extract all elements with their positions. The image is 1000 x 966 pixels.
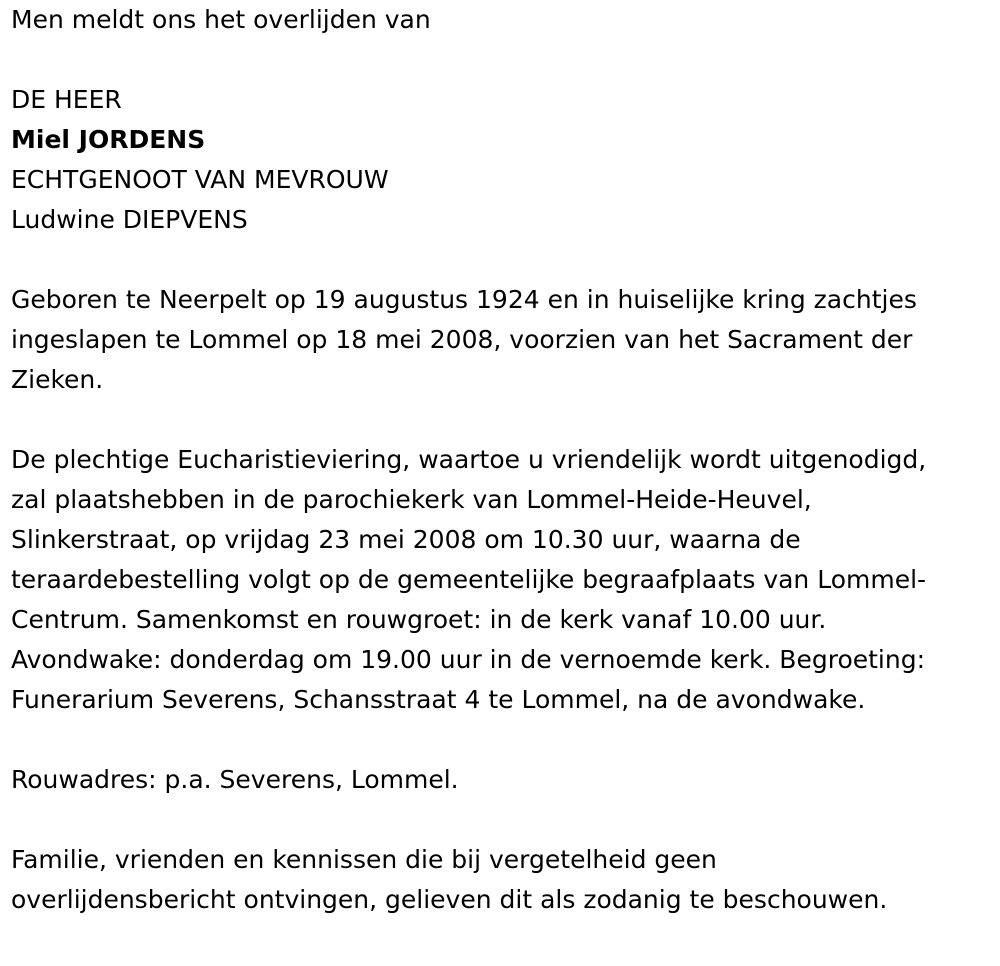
intro-text: Men meldt ons het overlijden van (11, 5, 431, 34)
paragraph-line: Zieken. (11, 365, 104, 394)
spacer (11, 40, 996, 80)
mourning-address: Rouwadres: p.a. Severens, Lommel. (11, 765, 459, 794)
birth-death-paragraph (11, 280, 996, 400)
paragraph-line: Centrum. Samenkomst en rouwgroet: in de kerk vanaf 10.00 uur. (11, 605, 827, 634)
spouse-prefix: ECHTGENOOT VAN MEVROUW (11, 165, 389, 194)
paragraph-line: overlijdensbericht ontvingen, gelieven dit als zodanig te beschouwen. (11, 885, 888, 914)
paragraph-line: Avondwake: donderdag om 19.00 uur in de vernoemde kerk. Begroeting: (11, 645, 926, 674)
paragraph-line: zal plaatshebben in de parochiekerk van Lommel-Heide-Heuvel, (11, 485, 812, 514)
paragraph-line: Geboren te Neerpelt op 19 augustus 1924 en in huiselijke kring zachtjes (11, 285, 917, 314)
paragraph-line: Slinkerstraat, op vrijdag 23 mei 2008 om 10.30 uur, waarna de (11, 525, 801, 554)
title-prefix: DE HEER (11, 85, 122, 114)
deceased-name: Miel JORDENS (11, 125, 206, 154)
spacer (11, 720, 996, 760)
paragraph-line: Funerarium Severens, Schansstraat 4 te Lommel, na de avondwake. (11, 685, 866, 714)
paragraph-line: ingeslapen te Lommel op 18 mei 2008, voorzien van het Sacrament der (11, 325, 913, 354)
ceremony-paragraph (11, 440, 996, 720)
paragraph-line: teraardebestelling volgt op de gemeentelijke begraafplaats van Lommel- (11, 565, 927, 594)
spacer (11, 240, 996, 280)
spacer (11, 800, 996, 840)
paragraph-line: Familie, vrienden en kennissen die bij vergetelheid geen (11, 845, 717, 874)
spouse-name: Ludwine DIEPVENS (11, 205, 248, 234)
closing-paragraph (11, 840, 996, 920)
spacer (11, 400, 996, 440)
paragraph-line: De plechtige Eucharistieviering, waartoe u vriendelijk wordt uitgenodigd, (11, 445, 927, 474)
obituary-notice (11, 0, 996, 920)
